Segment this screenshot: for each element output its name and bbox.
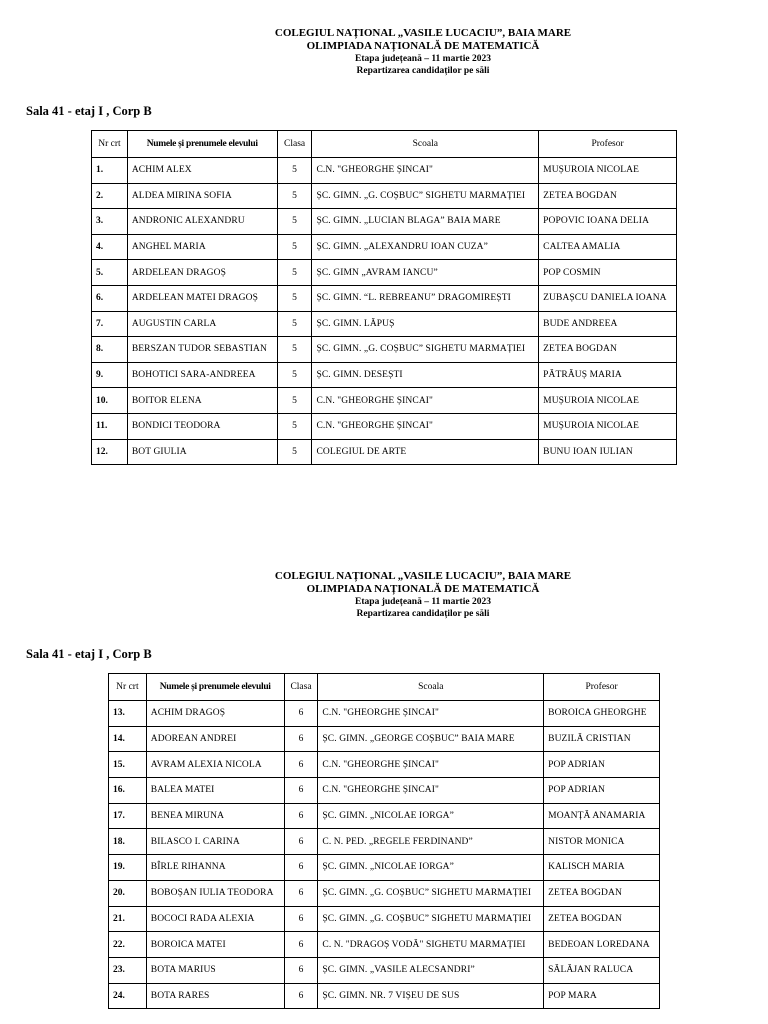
table-row	[92, 413, 677, 439]
teacher-name: POP MARA	[544, 983, 660, 1009]
student-class: 6	[284, 880, 318, 906]
student-name: BONDICI TEODORA	[127, 413, 277, 439]
header-distribution: Repartizarea candidaților pe săli	[356, 66, 490, 76]
row-number: 17.	[109, 803, 147, 829]
school-name: ȘC. GIMN. „VASILE ALECSANDRI”	[318, 957, 544, 983]
teacher-name: MUȘUROIA NICOLAE	[539, 158, 677, 184]
students-table-1	[91, 130, 677, 465]
student-class: 6	[284, 778, 318, 804]
table-row	[92, 183, 677, 209]
teacher-name: NISTOR MONICA	[544, 829, 660, 855]
page-header-1	[0, 27, 768, 77]
student-name: ACHIM DRAGOȘ	[146, 701, 284, 727]
row-number: 20.	[109, 880, 147, 906]
student-name: ARDELEAN DRAGOȘ	[127, 260, 277, 286]
table-row	[92, 337, 677, 363]
row-number: 7.	[92, 311, 128, 337]
col-header-teacher: Profesor	[544, 674, 660, 701]
teacher-name: BEDEOAN LOREDANA	[544, 932, 660, 958]
student-class: 6	[284, 855, 318, 881]
student-name: AVRAM ALEXIA NICOLA	[146, 752, 284, 778]
student-name: BOROICA MATEI	[146, 932, 284, 958]
table-row	[109, 906, 660, 932]
teacher-name: ZETEA BOGDAN	[539, 337, 677, 363]
row-number: 3.	[92, 209, 128, 235]
student-name: AUGUSTIN CARLA	[127, 311, 277, 337]
student-class: 6	[284, 726, 318, 752]
student-class: 6	[284, 803, 318, 829]
student-class: 5	[277, 183, 312, 209]
row-number: 4.	[92, 234, 128, 260]
table-row	[92, 285, 677, 311]
student-class: 5	[277, 337, 312, 363]
row-number: 24.	[109, 983, 147, 1009]
table-row	[92, 439, 677, 465]
teacher-name: POPOVIC IOANA DELIA	[539, 209, 677, 235]
school-name: ȘC. GIMN. „G. COȘBUC” SIGHETU MARMAȚIEI	[312, 183, 539, 209]
header-stage: Etapa județeană – 11 martie 2023	[355, 54, 491, 64]
school-name: ȘC. GIMN. LĂPUȘ	[312, 311, 539, 337]
col-header-school: Scoala	[312, 131, 539, 158]
student-class: 5	[277, 209, 312, 235]
student-class: 5	[277, 311, 312, 337]
teacher-name: ZETEA BOGDAN	[539, 183, 677, 209]
row-number: 14.	[109, 726, 147, 752]
school-name: ȘC. GIMN. „G. COȘBUC” SIGHETU MARMAȚIEI	[318, 906, 544, 932]
teacher-name: ZETEA BOGDAN	[544, 906, 660, 932]
teacher-name: BUNU IOAN IULIAN	[539, 439, 677, 465]
header-olympiad: OLIMPIADA NAȚIONALĂ DE MATEMATICĂ	[306, 583, 540, 595]
table-row	[92, 311, 677, 337]
student-class: 5	[277, 285, 312, 311]
student-name: BOT GIULIA	[127, 439, 277, 465]
row-number: 13.	[109, 701, 147, 727]
row-number: 9.	[92, 362, 128, 388]
col-header-school: Scoala	[318, 674, 544, 701]
row-number: 21.	[109, 906, 147, 932]
school-name: ȘC. GIMN. „ALEXANDRU IOAN CUZA”	[312, 234, 539, 260]
row-number: 12.	[92, 439, 128, 465]
school-name: ȘC. GIMN. DESEȘTI	[312, 362, 539, 388]
student-name: BILASCO I. CARINA	[146, 829, 284, 855]
header-college: COLEGIUL NAȚIONAL „VASILE LUCACIU”, BAIA MARE	[274, 570, 572, 582]
row-number: 23.	[109, 957, 147, 983]
student-class: 5	[277, 413, 312, 439]
student-class: 6	[284, 829, 318, 855]
table-row	[92, 388, 677, 414]
student-name: BOHOTICI SARA-ANDREEA	[127, 362, 277, 388]
teacher-name: KALISCH MARIA	[544, 855, 660, 881]
school-name: ȘC. GIMN. „LUCIAN BLAGA” BAIA MARE	[312, 209, 539, 235]
table-row	[92, 209, 677, 235]
row-number: 15.	[109, 752, 147, 778]
student-name: BOBOȘAN IULIA TEODORA	[146, 880, 284, 906]
school-name: C. N. PED. „REGELE FERDINAND”	[318, 829, 544, 855]
school-name: ȘC. GIMN „AVRAM IANCU”	[312, 260, 539, 286]
school-name: ȘC. GIMN. “L. REBREANU” DRAGOMIREȘTI	[312, 285, 539, 311]
teacher-name: POP COSMIN	[539, 260, 677, 286]
row-number: 8.	[92, 337, 128, 363]
student-name: BOTA MARIUS	[146, 957, 284, 983]
teacher-name: POP ADRIAN	[544, 752, 660, 778]
school-name: ȘC. GIMN. NR. 7 VIȘEU DE SUS	[318, 983, 544, 1009]
school-name: C.N. "GHEORGHE ȘINCAI"	[312, 388, 539, 414]
table-row	[109, 855, 660, 881]
table-row	[92, 234, 677, 260]
student-class: 5	[277, 260, 312, 286]
student-name: BENEA MIRUNA	[146, 803, 284, 829]
room-title-1: Sala 41 - etaj I , Corp B	[26, 104, 152, 118]
school-name: C.N. "GHEORGHE ȘINCAI"	[312, 158, 539, 184]
school-name: C.N. "GHEORGHE ȘINCAI"	[318, 752, 544, 778]
table-row	[109, 803, 660, 829]
teacher-name: PĂTRĂUȘ MARIA	[539, 362, 677, 388]
student-name: ANGHEL MARIA	[127, 234, 277, 260]
header-olympiad: OLIMPIADA NAȚIONALĂ DE MATEMATICĂ	[306, 40, 540, 52]
student-class: 6	[284, 983, 318, 1009]
header-distribution: Repartizarea candidaților pe săli	[356, 609, 490, 619]
page-header-2	[0, 570, 768, 620]
teacher-name: BOROICA GHEORGHE	[544, 701, 660, 727]
table-row	[92, 158, 677, 184]
row-number: 5.	[92, 260, 128, 286]
school-name: ȘC. GIMN. „NICOLAE IORGA”	[318, 803, 544, 829]
student-name: BOCOCI RADA ALEXIA	[146, 906, 284, 932]
school-name: C. N. "DRAGOȘ VODĂ" SIGHETU MARMAȚIEI	[318, 932, 544, 958]
table-row	[109, 726, 660, 752]
row-number: 1.	[92, 158, 128, 184]
students-table-2	[108, 673, 660, 1009]
teacher-name: MUȘUROIA NICOLAE	[539, 413, 677, 439]
school-name: C.N. "GHEORGHE ȘINCAI"	[312, 413, 539, 439]
room-title-2: Sala 41 - etaj I , Corp B	[26, 647, 152, 661]
school-name: ȘC. GIMN. „G. COȘBUC” SIGHETU MARMAȚIEI	[318, 880, 544, 906]
student-name: ACHIM ALEX	[127, 158, 277, 184]
table-row	[109, 829, 660, 855]
student-class: 5	[277, 234, 312, 260]
col-header-class: Clasa	[284, 674, 318, 701]
school-name: ȘC. GIMN. „G. COȘBUC” SIGHETU MARMAȚIEI	[312, 337, 539, 363]
row-number: 16.	[109, 778, 147, 804]
teacher-name: ZUBAȘCU DANIELA IOANA	[539, 285, 677, 311]
student-name: BERSZAN TUDOR SEBASTIAN	[127, 337, 277, 363]
teacher-name: BUDE ANDREEA	[539, 311, 677, 337]
row-number: 6.	[92, 285, 128, 311]
student-class: 5	[277, 388, 312, 414]
row-number: 18.	[109, 829, 147, 855]
student-class: 6	[284, 957, 318, 983]
col-header-nr: Nr crt	[109, 674, 147, 701]
school-name: C.N. "GHEORGHE ȘINCAI"	[318, 701, 544, 727]
table-header-row	[92, 131, 677, 158]
student-class: 5	[277, 158, 312, 184]
col-header-name: Numele și prenumele elevului	[127, 131, 277, 158]
student-name: ADOREAN ANDREI	[146, 726, 284, 752]
teacher-name: BUZILĂ CRISTIAN	[544, 726, 660, 752]
student-name: BOTA RARES	[146, 983, 284, 1009]
table-header-row	[109, 674, 660, 701]
student-name: ARDELEAN MATEI DRAGOȘ	[127, 285, 277, 311]
col-header-name: Numele și prenumele elevului	[146, 674, 284, 701]
table-row	[109, 957, 660, 983]
student-class: 6	[284, 906, 318, 932]
student-name: BALEA MATEI	[146, 778, 284, 804]
col-header-teacher: Profesor	[539, 131, 677, 158]
student-name: ANDRONIC ALEXANDRU	[127, 209, 277, 235]
row-number: 22.	[109, 932, 147, 958]
table-row	[109, 778, 660, 804]
teacher-name: CALTEA AMALIA	[539, 234, 677, 260]
school-name: C.N. "GHEORGHE ȘINCAI"	[318, 778, 544, 804]
table-row	[109, 880, 660, 906]
school-name: ȘC. GIMN. „GEORGE COȘBUC” BAIA MARE	[318, 726, 544, 752]
col-header-nr: Nr crt	[92, 131, 128, 158]
teacher-name: SĂLĂJAN RALUCA	[544, 957, 660, 983]
row-number: 2.	[92, 183, 128, 209]
header-college: COLEGIUL NAȚIONAL „VASILE LUCACIU”, BAIA MARE	[274, 27, 572, 39]
table-row	[92, 362, 677, 388]
table-row	[109, 701, 660, 727]
student-name: BOITOR ELENA	[127, 388, 277, 414]
student-class: 6	[284, 752, 318, 778]
header-stage: Etapa județeană – 11 martie 2023	[355, 597, 491, 607]
teacher-name: POP ADRIAN	[544, 778, 660, 804]
teacher-name: MUȘUROIA NICOLAE	[539, 388, 677, 414]
school-name: ȘC. GIMN. „NICOLAE IORGA”	[318, 855, 544, 881]
table-row	[109, 932, 660, 958]
student-class: 5	[277, 362, 312, 388]
student-class: 6	[284, 932, 318, 958]
school-name: COLEGIUL DE ARTE	[312, 439, 539, 465]
table-row	[92, 260, 677, 286]
table-row	[109, 752, 660, 778]
table-row	[109, 983, 660, 1009]
student-class: 6	[284, 701, 318, 727]
student-name: BÎRLE RIHANNA	[146, 855, 284, 881]
teacher-name: MOANȚĂ ANAMARIA	[544, 803, 660, 829]
row-number: 10.	[92, 388, 128, 414]
row-number: 11.	[92, 413, 128, 439]
student-name: ALDEA MIRINA SOFIA	[127, 183, 277, 209]
col-header-class: Clasa	[277, 131, 312, 158]
student-class: 5	[277, 439, 312, 465]
teacher-name: ZETEA BOGDAN	[544, 880, 660, 906]
row-number: 19.	[109, 855, 147, 881]
